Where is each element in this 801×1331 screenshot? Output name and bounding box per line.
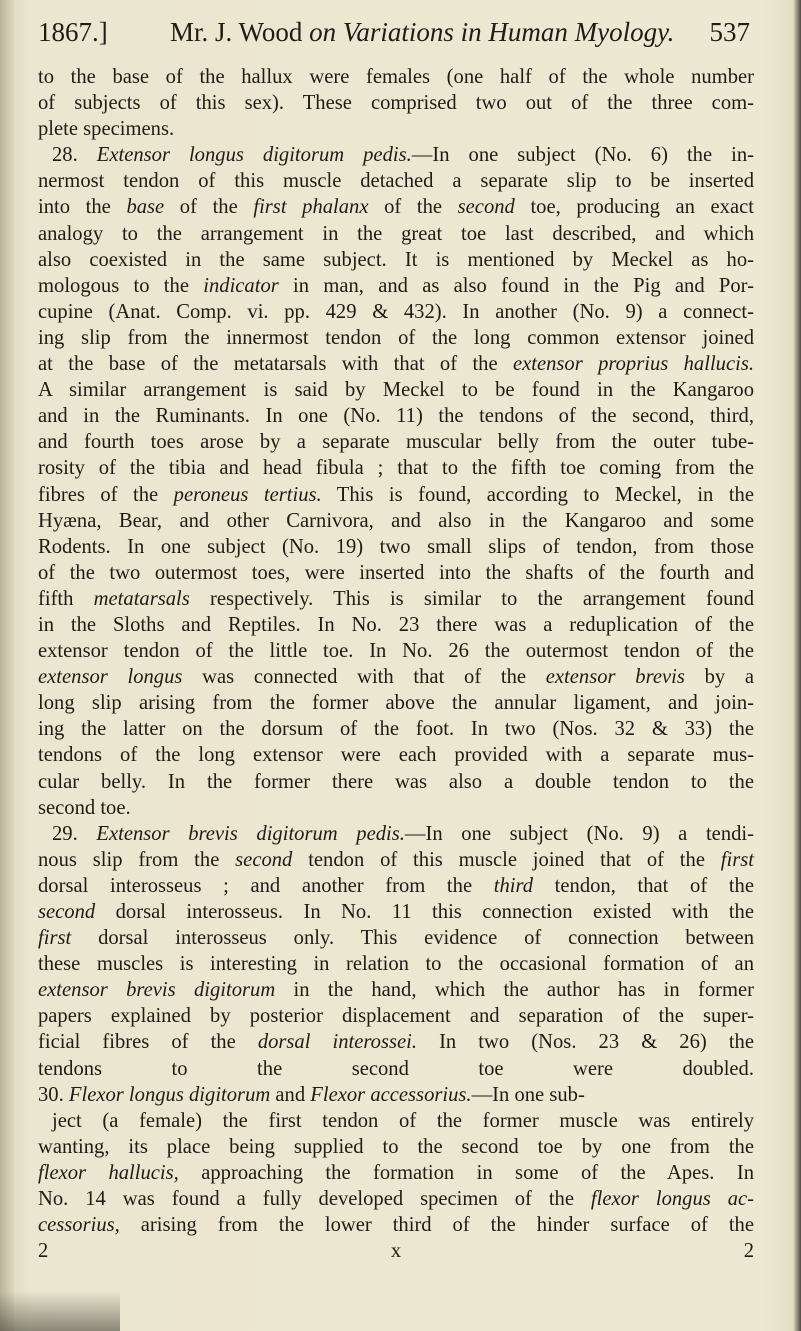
text-line: rosity of the tibia and head fibula ; that to the fifth toe coming from the xyxy=(38,457,754,480)
text-line: extensor longus was connected with that of the extensor brevis by a xyxy=(38,666,755,689)
page-shadow xyxy=(0,1291,120,1331)
text-line: plete specimens. xyxy=(38,118,175,141)
header-title-text: Mr. J. Wood on Variations in Human Myology. xyxy=(170,17,675,47)
text-line: to the base of the hallux were females (one half of the whole number xyxy=(38,66,754,88)
text-line: A similar arrangement is said by Meckel to be found in the Kangaroo xyxy=(38,379,754,402)
text-line: analogy to the arrangement in the great toe last described, and which xyxy=(38,222,754,245)
text-line: and fourth toes arose by a separate muscular belly from the outer tube- xyxy=(38,431,754,454)
text-line: of the two outermost toes, were inserted into the shafts of the fourth and xyxy=(38,561,754,584)
text-line: tendons of the long extensor were each provided with a separate mus- xyxy=(38,744,754,767)
text-line: second dorsal interosseus. In No. 11 this connection existed with the xyxy=(38,901,754,923)
page-number: 537 xyxy=(709,17,750,47)
text-line: fifth metatarsals respectively. This is similar to the arrangement found xyxy=(38,587,755,610)
text-line: 2 x 2 xyxy=(38,1240,754,1263)
text-line: into the base of the first phalanx of the second toe, producing an exact xyxy=(38,196,754,219)
text-line: and in the Ruminants. In one (No. 11) the tendons of the second, third, xyxy=(38,405,754,428)
text-line: of subjects of this sex). These comprised two out of the three com- xyxy=(38,92,754,115)
text-line: Hyæna, Bear, and other Carnivora, and also in the Kangaroo and some xyxy=(38,509,754,532)
text-line: flexor hallucis, approaching the formation in some of the Apes. In xyxy=(38,1161,754,1184)
text-line: in the Sloths and Reptiles. In No. 23 there was a reduplication of the xyxy=(38,613,754,636)
text-line: mologous to the indicator in man, and as also found in the Pig and Por- xyxy=(38,274,754,297)
running-header xyxy=(38,14,750,50)
text-line: extensor brevis digitorum in the hand, which the author has in former xyxy=(38,979,754,1002)
page-edge-left xyxy=(0,0,14,1331)
text-line: wanting, its place being supplied to the second toe by one from the xyxy=(38,1135,754,1158)
header-title xyxy=(170,14,674,50)
text-line: nous slip from the second tendon of this muscle joined that of the first xyxy=(38,848,754,871)
text-line: 29. Extensor brevis digitorum pedis.—In one subject (No. 9) a tendi- xyxy=(52,822,754,845)
text-line: cupine (Anat. Comp. vi. pp. 429 & 432). In another (No. 9) a connect- xyxy=(38,300,754,323)
text-line: 28. Extensor longus digitorum pedis.—In one subject (No. 6) the in- xyxy=(52,144,754,167)
text-line: these muscles is interesting in relation to the occasional formation of an xyxy=(38,953,754,976)
text-line: at the base of the metatarsals with that of the extensor proprius hallucis. xyxy=(38,353,754,376)
text-line: second toe. xyxy=(38,796,131,819)
body-text xyxy=(38,64,754,1264)
header-year: 1867.] xyxy=(38,17,108,47)
text-line: nermost tendon of this muscle detached a separate slip to be inserted xyxy=(38,170,754,193)
text-line: ject (a female) the first tendon of the former muscle was entirely xyxy=(52,1109,754,1132)
text-line: ficial fibres of the dorsal interossei. In two (Nos. 23 & 26) the xyxy=(38,1031,754,1054)
text-line: tendons to the second toe were doubled. xyxy=(38,1057,754,1080)
text-line: first dorsal interosseus only. This evidence of connection between xyxy=(38,927,754,950)
page-edge-right xyxy=(793,0,801,1331)
text-line: fibres of the peroneus tertius. This is found, according to Meckel, in the xyxy=(38,483,754,506)
text-line: dorsal interosseus ; and another from the third tendon, that of the xyxy=(38,874,754,897)
text-line: long slip arising from the former above the annular ligament, and join- xyxy=(38,692,754,715)
text-line: ing slip from the innermost tendon of the long common extensor joined xyxy=(38,326,754,349)
text-line: 30. Flexor longus digitorum and Flexor accessorius.—In one sub- xyxy=(38,1083,585,1106)
text-line: papers explained by posterior displacement and separation of the super- xyxy=(38,1005,754,1028)
text-line: No. 14 was found a fully developed specimen of the flexor longus ac- xyxy=(38,1188,754,1211)
text-line: extensor tendon of the little toe. In No. 26 the outermost tendon of the xyxy=(38,640,754,663)
text-line: cular belly. In the former there was also a double tendon to the xyxy=(38,770,754,793)
text-line: Rodents. In one subject (No. 19) two small slips of tendon, from those xyxy=(38,535,754,558)
text-line: also coexisted in the same subject. It is mentioned by Meckel as ho- xyxy=(38,248,754,271)
text-line: ing the latter on the dorsum of the foot. In two (Nos. 32 & 33) the xyxy=(38,718,754,741)
text-line: cessorius, arising from the lower third of the hinder surface of the xyxy=(38,1214,754,1237)
